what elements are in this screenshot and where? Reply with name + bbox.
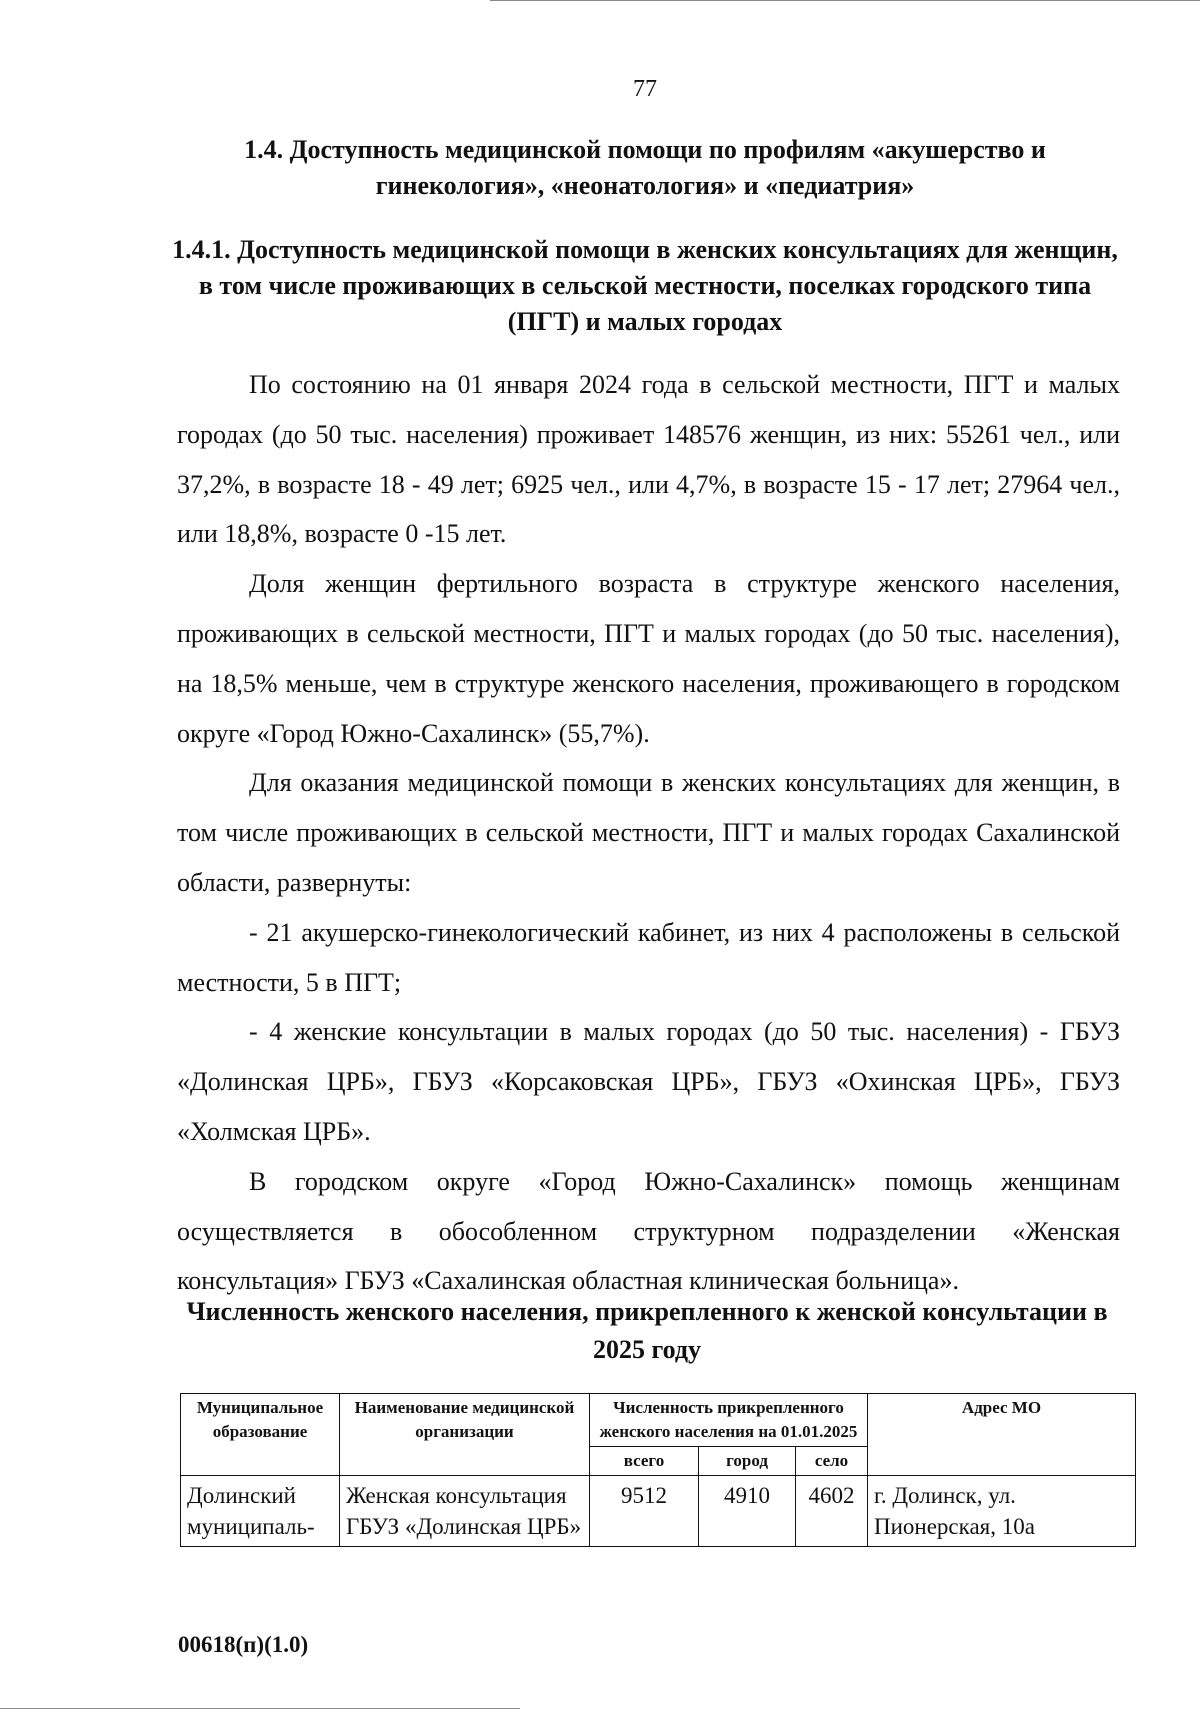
section-heading: 1.4. Доступность медицинской помощи по профилям «акушерство и гинекология», «неонатология» и «педиатрия» xyxy=(244,135,1046,200)
header-organization: Наименование медицинской организации xyxy=(340,1394,590,1476)
table-title: Численность женского населения, прикрепленного к женской консультации в 2025 году xyxy=(186,1297,1108,1364)
cell-organization: Женская консультация ГБУЗ «Долинская ЦРБ» xyxy=(340,1476,590,1547)
scan-artifact-top xyxy=(490,0,1200,1)
document-code: 00618(п)(1.0) xyxy=(178,1632,309,1657)
header-address: Адрес МО xyxy=(868,1394,1136,1476)
cell-city: 4910 xyxy=(699,1476,796,1547)
cell-total: 9512 xyxy=(590,1476,699,1547)
cell-municipality: Долинский муниципаль- xyxy=(181,1476,340,1547)
paragraph-consultations: - 4 женские консультации в малых городах (до 50 тыс. населения) - ГБУЗ «Долинская ЦРБ», ГБУЗ «Корсаковская ЦРБ», ГБУЗ «Охинская ЦРБ», ГБУЗ «Холмская ЦРБ». xyxy=(177,1017,1120,1146)
table-row xyxy=(181,1476,1136,1547)
page-number: 77 xyxy=(633,76,657,102)
body-text xyxy=(177,360,1120,1306)
header-municipality: Муниципальное образование xyxy=(181,1394,340,1476)
scan-artifact-bottom xyxy=(0,1708,520,1709)
cell-village: 4602 xyxy=(796,1476,868,1547)
population-table xyxy=(180,1393,1136,1547)
header-total: всего xyxy=(590,1447,699,1476)
paragraph-city: В городском округе «Город Южно-Сахалинск» помощь женщинам осуществляется в обособленном структурном подразделении «Женская консультация» ГБУЗ «Сахалинская областная клиническая больница». xyxy=(177,1166,1120,1296)
header-population: Численность прикрепленного женского населения на 01.01.2025 xyxy=(590,1394,868,1447)
subsection-heading: 1.4.1. Доступность медицинской помощи в женских консультациях для женщин, в том числе проживающих в сельской местности, поселках городского типа (ПГТ) и малых городах xyxy=(172,235,1118,336)
header-city: город xyxy=(699,1447,796,1476)
paragraph-fertile-share: Доля женщин фертильного возраста в структуре женского населения, проживающих в сельской местности, ПГТ и малых городах (до 50 тыс. населения), на 18,5% меньше, чем в структуре женского населения, проживающего в городском округе «Город Южно-Сахалинск» (55,7%). xyxy=(177,569,1120,748)
cell-address: г. Долинск, ул. Пионерская, 10а xyxy=(868,1476,1136,1547)
paragraph-cabinets: - 21 акушерско-гинекологический кабинет, из них 4 расположены в сельской местности, 5 в ПГТ; xyxy=(177,917,1120,997)
paragraph-facilities-intro: Для оказания медицинской помощи в женских консультациях для женщин, в том числе проживающих в сельской местности, ПГТ и малых городах Сахалинской области, развернуты: xyxy=(177,768,1120,897)
paragraph-population: По состоянию на 01 января 2024 года в сельской местности, ПГТ и малых городах (до 50 тыс. населения) проживает 148576 женщин, из них: 55261 чел., или 37,2%, в возрасте 18 - 49 лет; 6925 чел., или 4,7%, в возрасте 15 - 17 лет; 27964 чел., или 18,8%, возрасте 0 -15 лет. xyxy=(177,370,1120,549)
header-village: село xyxy=(796,1447,868,1476)
